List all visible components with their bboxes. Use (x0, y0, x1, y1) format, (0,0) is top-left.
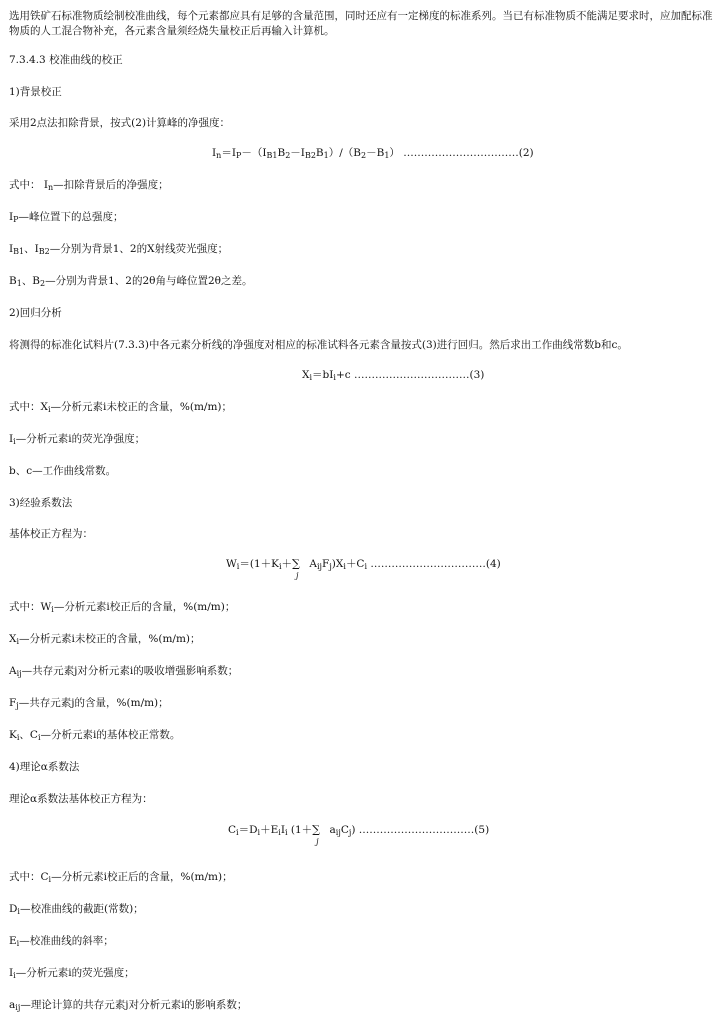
equation-2: $I_n=I_P-(I_{B1}B_2-I_{B2}B_1)/(B_2-B_1)$ ……………………………(2) (212, 147, 534, 160)
empirical-desc: 基体校正方程为： (9, 528, 93, 540)
term-In: 式中： $I_n—$扣除背景后的净强度； (9, 179, 169, 192)
term-Fj: $F_j—$共存元素j的含量，%(m/m)； (9, 697, 169, 710)
background-correction-desc: 采用2点法扣除背景，按式(2)计算峰的净强度： (9, 117, 231, 129)
heading-theoretical: 4)理论α系数法 (9, 761, 80, 773)
term-Ci: 式中：$C_i—$分析元素i校正后的含量，%(m/m)； (9, 871, 233, 884)
term-aij: $a_{ij}—$理论计算的共存元素j对分析元素i的影响系数； (9, 999, 248, 1012)
equation-4: $W_i=(1+K_i+\sum$ j $A_{ij}F_j)X_i+C_i$ ……………………………(4) (226, 557, 501, 580)
term-B: $B_1$、$B_2—$分别为背景1、2的2θ角与峰位置2θ之差。 (9, 275, 253, 288)
term-Ki-Ci: $K_i$、$C_i—$分析元素i的基体校正常数。 (9, 729, 181, 742)
intro-paragraph: 选用铁矿石标准物质绘制校准曲线，每个元素都应具有足够的含量范围，同时还应有一定梯度的标准系列。当已有标准物质不能满足要求时，应加配标准物质的人工混合物补充，各元素含量须经烧失量校正后再输入计算机。 (9, 10, 713, 37)
heading-background-correction: 1)背景校正 (9, 86, 62, 98)
regression-desc: 将测得的标准化试料片(7.3.3)中各元素分析线的净强度对相应的标准试料各元素含量按式(3)进行回归。然后求出工作曲线常数b和c。 (9, 339, 628, 351)
equation-5: $C_i=D_i+E_iI_i$ (1＋∑ j $a_{ij}C_j$) ……………………………(5) (228, 823, 490, 846)
term-Di: $D_i—$校准曲线的截距(常数)； (9, 903, 144, 916)
term-Ii-2: $I_i—$分析元素i的荧光强度； (9, 967, 135, 980)
heading-empirical: 3)经验系数法 (9, 497, 73, 509)
term-Ip: $I_P—$峰位置下的总强度； (9, 211, 124, 224)
term-Aij: $A_{ij}—$共存元素j对分析元素i的吸收增强影响系数； (9, 665, 239, 678)
term-Ei: $E_i—$校准曲线的斜率； (9, 935, 114, 948)
heading-regression: 2)回归分析 (9, 307, 62, 319)
term-Xi-2: $X_i—$分析元素i未校正的含量，%(m/m)； (9, 633, 201, 646)
sigma-symbol: ∑ j (292, 557, 300, 580)
term-Wi: 式中：$W_i—$分析元素i校正后的含量，%(m/m)； (9, 601, 236, 614)
term-Ii: $I_i—$分析元素i的荧光净强度； (9, 433, 146, 446)
section-title: 7.3.4.3 校准曲线的校正 (9, 54, 123, 66)
sigma-symbol-2: ∑ j (312, 823, 321, 846)
theoretical-desc: 理论α系数法基体校正方程为： (9, 793, 153, 805)
term-Ib: $I_{B1}$、$I_{B2}—$分别为背景1、2的X射线荧光强度； (9, 243, 229, 256)
term-bc: b、c—工作曲线常数。 (9, 465, 117, 477)
term-Xi: 式中：$X_i—$分析元素i未校正的含量，%(m/m)； (9, 401, 233, 414)
equation-3: $X_i=bI_i+c$ ……………………………(3) (302, 369, 485, 382)
